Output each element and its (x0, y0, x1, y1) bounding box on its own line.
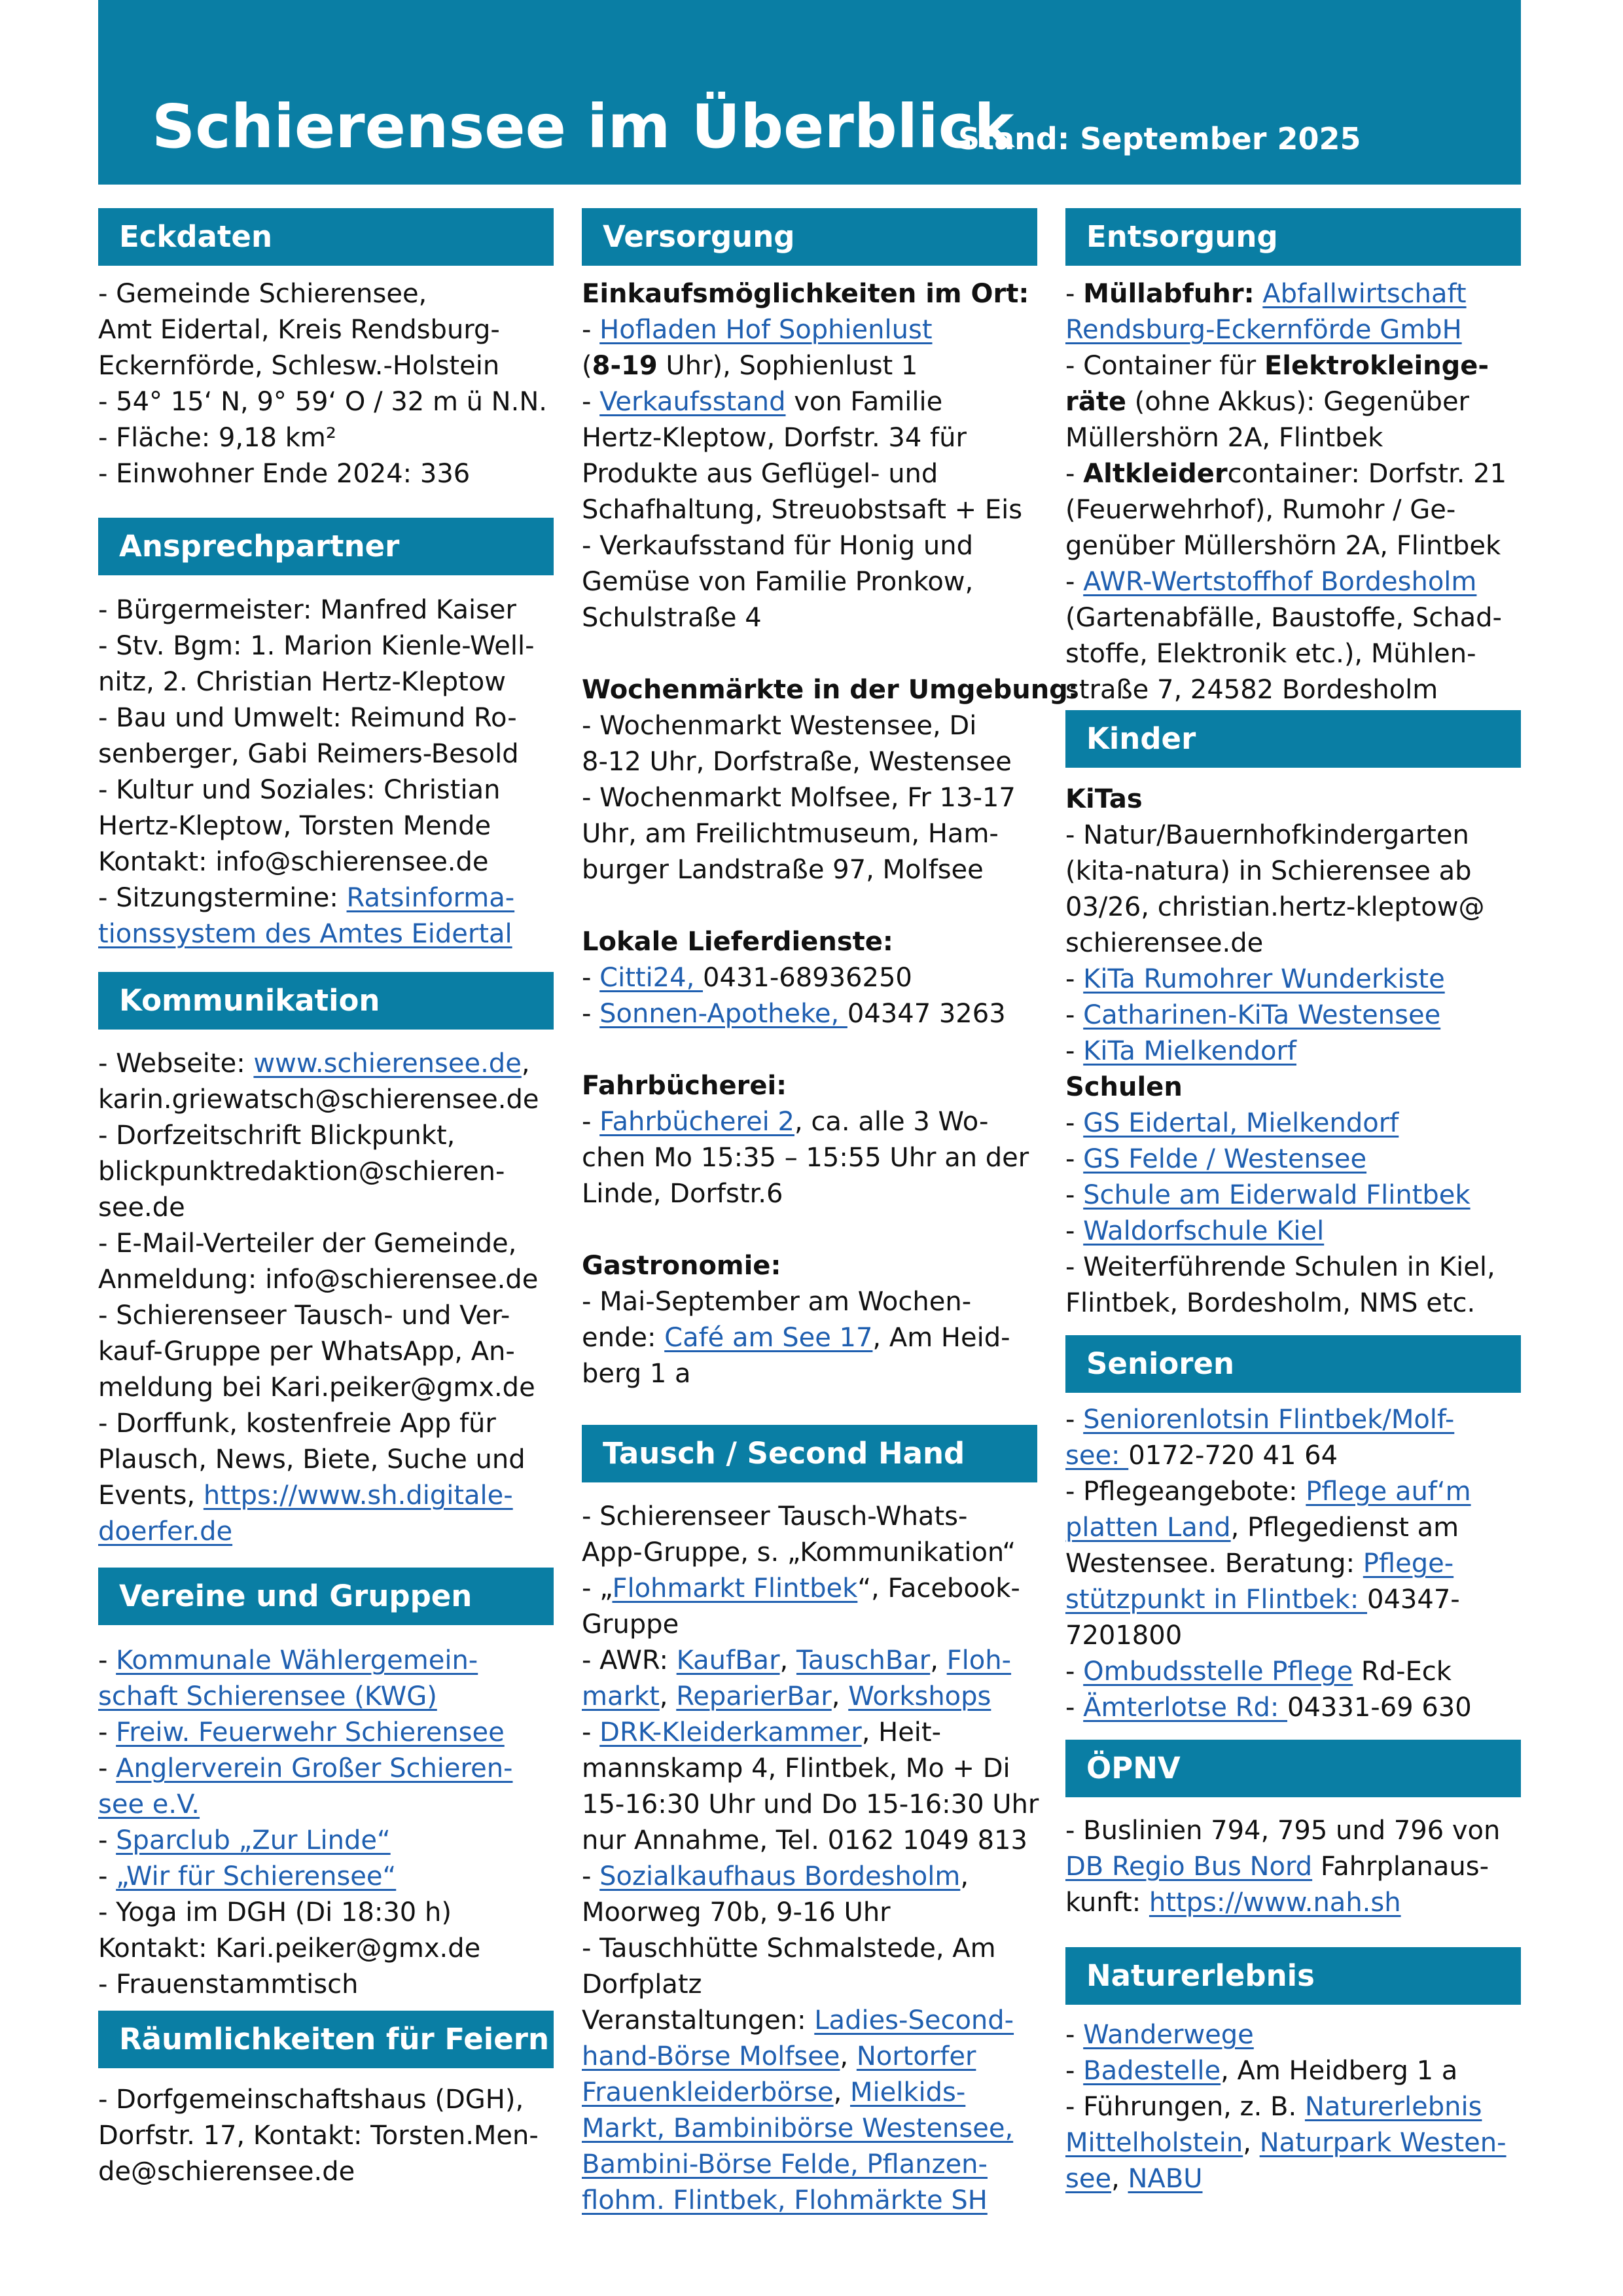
text: , Am Heid- (872, 1323, 1010, 1353)
section-body-versorgung (582, 276, 1079, 1392)
text: , (833, 2077, 851, 2108)
text: - (98, 1717, 116, 1748)
text-line (582, 2003, 1040, 2039)
text-line: - Bürgermeister: Manfred Kaiser (98, 595, 516, 625)
text: - Webseite: (98, 1049, 254, 1079)
link-kwg[interactable]: Kommunale Wählergemein- (116, 1645, 478, 1676)
text-line: blickpunktredaktion@schieren- (98, 1157, 505, 1187)
link-fahrbuecherei[interactable]: Fahrbücherei 2 (599, 1107, 794, 1137)
link-abfallwirtschaft-cont[interactable]: Rendsburg-Eckernförde GmbH (1065, 315, 1462, 345)
link-abfallwirtschaft[interactable]: Abfallwirtschaft (1262, 279, 1467, 309)
text-line (98, 1478, 556, 1514)
text-line (1065, 1177, 1524, 1213)
section-heading-senioren: Senioren (1065, 1335, 1521, 1393)
text-line: Linde, Dorfstr.6 (582, 1179, 783, 1209)
text-line: see.de (98, 1193, 185, 1223)
link-ladies-secondhand-cont[interactable]: hand-Börse Molfsee (582, 2041, 840, 2072)
text: 04347- (1367, 1585, 1460, 1615)
text: - (582, 1717, 600, 1748)
text-line (582, 996, 1040, 1032)
text: 0431-68936250 (703, 963, 912, 993)
text-line (1065, 456, 1524, 492)
text-line: 15-16:30 Uhr und Do 15-16:30 Uhr (582, 1789, 1039, 1820)
text-line: - Wochenmarkt Westensee, Di (582, 711, 977, 741)
section-body-tausch (582, 1499, 1040, 2219)
link-feuerwehr[interactable]: Freiw. Feuerwehr Schierensee (116, 1717, 505, 1748)
text: - (1065, 1180, 1084, 1210)
text-line: - Stv. Bgm: 1. Marion Kienle-Well- (98, 631, 535, 661)
link-flohmarkt-flintbek[interactable]: Flohmarkt Flintbek (612, 1573, 858, 1604)
text-line: nitz, 2. Christian Hertz-Kleptow (98, 667, 506, 697)
text-line: - E-Mail-Verteiler der Gemeinde, (98, 1229, 517, 1259)
text: , (930, 1645, 947, 1676)
text-line (582, 2039, 1040, 2075)
link-anglerverein-cont[interactable]: see e.V. (98, 1789, 200, 1820)
link-schule-eiderwald[interactable]: Schule am Eiderwald Flintbek (1083, 1180, 1471, 1210)
text-line (98, 880, 556, 916)
section-heading-versorgung: Versorgung (582, 208, 1037, 266)
link-seniorenlotsin-cont[interactable]: see: (1065, 1441, 1129, 1471)
text: Events, (98, 1480, 204, 1511)
text-line: 8-12 Uhr, Dorfstraße, Westensee (582, 747, 1012, 777)
text-line: - Einwohner Ende 2024: 336 (98, 459, 471, 489)
text: - „ (582, 1573, 613, 1604)
text-bold: Elektrokleinge- (1264, 351, 1489, 381)
link-awr-wertstoffhof[interactable]: AWR-Wertstoffhof Bordesholm (1083, 567, 1477, 597)
text: , Pflegedienst am (1230, 1513, 1459, 1543)
text-line: Uhr, am Freilichtmuseum, Ham- (582, 819, 999, 849)
text: - (1065, 1657, 1084, 1687)
section-heading-entsorgung: Entsorgung (1065, 208, 1521, 266)
text: - (1065, 1108, 1084, 1138)
text-line: meldung bei Kari.peiker@gmx.de (98, 1372, 535, 1403)
text: , (1243, 2128, 1260, 2158)
header-banner (98, 0, 1521, 185)
text-line (1065, 1885, 1524, 1921)
text-line: mannskamp 4, Flintbek, Mo + Di (582, 1753, 1010, 1784)
text: Fahrplanaus- (1312, 1852, 1489, 1882)
text-line (1065, 961, 1524, 997)
link-naturpark-westensee-cont[interactable]: see (1065, 2164, 1112, 2194)
text-line: - Dorfgemeinschaftshaus (DGH), (98, 2085, 524, 2115)
text-line (1065, 1105, 1524, 1141)
text: - (1065, 1144, 1084, 1174)
text-line (582, 1859, 1040, 1895)
text-line: 03/26, christian.hertz-kleptow@ (1065, 892, 1485, 922)
text-hours: 8-19 (592, 351, 658, 381)
text-line (582, 2147, 1040, 2183)
link-badestelle[interactable]: Badestelle (1083, 2056, 1221, 2086)
link-kwg-cont[interactable]: schaft Schierensee (KWG) (98, 1681, 437, 1712)
link-kaufbar[interactable]: KaufBar (676, 1645, 780, 1676)
text-line: senberger, Gabi Reimers-Besold (98, 739, 519, 769)
subheading-gastronomie: Gastronomie: (582, 1251, 781, 1281)
text: - Container für (1065, 351, 1264, 381)
subheading-wochenmaerkte: Wochenmärkte in der Umgebung: (582, 675, 1079, 705)
text-line: Flintbek, Bordesholm, NMS etc. (1065, 1288, 1476, 1318)
text: Veranstaltungen: (582, 2005, 815, 2036)
text: Westensee. Beratung: (1065, 1549, 1363, 1579)
text-line (98, 1643, 556, 1679)
text: , (960, 1861, 969, 1892)
link-nortorfer[interactable]: Nortorfer (856, 2041, 976, 2072)
text: ( (582, 351, 592, 381)
link-ladies-secondhand[interactable]: Ladies-Second- (814, 2005, 1014, 2036)
section-heading-kommunikation: Kommunikation (98, 972, 554, 1030)
section-body-senioren (1065, 1402, 1524, 1726)
text-line: Kontakt: Kari.peiker@gmx.de (98, 1933, 481, 1964)
text-line: Anmeldung: info@schierensee.de (98, 1265, 539, 1295)
text-line (1065, 1510, 1524, 1546)
section-body-raeumlichkeiten (98, 2082, 556, 2190)
text: , ca. alle 3 Wo- (794, 1107, 989, 1137)
text: (ohne Akkus): Gegenüber (1126, 387, 1469, 417)
text-line (582, 2075, 1040, 2111)
text: - AWR: (582, 1645, 677, 1676)
text: , (831, 1681, 849, 1712)
text-line (1065, 1654, 1524, 1690)
text: - (1065, 1000, 1084, 1030)
section-body-entsorgung (1065, 276, 1524, 708)
text-line: straße 7, 24582 Bordesholm (1065, 675, 1438, 705)
link-naturerlebnis-mittelholstein-cont[interactable]: Mittelholstein (1065, 2128, 1243, 2158)
text: - (1065, 1405, 1084, 1435)
text: - (1065, 2056, 1084, 2086)
text-line: 7201800 (1065, 1621, 1183, 1651)
link-sozialkaufhaus[interactable]: Sozialkaufhaus Bordesholm (599, 1861, 961, 1892)
section-heading-tausch: Tausch / Second Hand (582, 1425, 1037, 1482)
text-line (1065, 1849, 1524, 1885)
text-line: - Schierenseer Tausch- und Ver- (98, 1300, 510, 1331)
text: - (98, 1645, 116, 1676)
link-db-regio-bus[interactable]: DB Regio Bus Nord (1065, 1852, 1313, 1882)
text: Uhr), Sophienlust 1 (657, 351, 918, 381)
text-line (98, 1046, 556, 1082)
text: - Pflegeangebote: (1065, 1477, 1306, 1507)
text-line: Schulstraße 4 (582, 603, 762, 633)
link-drk-kleiderkammer[interactable]: DRK-Kleiderkammer (599, 1717, 862, 1748)
link-nortorfer-cont[interactable]: Frauenkleiderbörse (582, 2077, 834, 2108)
text-line: - Mai-September am Wochen- (582, 1287, 972, 1317)
text-line: Eckernförde, Schlesw.-Holstein (98, 351, 500, 381)
text: - (1065, 1216, 1084, 1246)
text-line: Amt Eidertal, Kreis Rendsburg- (98, 315, 500, 345)
text: - (1065, 279, 1084, 309)
text-line: - Schierenseer Tausch-Whats- (582, 1501, 968, 1532)
text: , (659, 1681, 677, 1712)
text-line (1065, 1690, 1524, 1726)
text-line (1065, 1438, 1524, 1474)
text-line: - Bau und Umwelt: Reimund Ro- (98, 703, 517, 733)
link-wir-fuer-schierensee[interactable]: „Wir für Schierensee“ (116, 1861, 397, 1892)
text-line: - Natur/Bauernhofkindergarten (1065, 820, 1469, 850)
link-waldorfschule[interactable]: Waldorfschule Kiel (1083, 1216, 1325, 1246)
subheading-kitas: KiTas (1065, 784, 1143, 814)
text-line: (kita-natura) in Schierensee ab (1065, 856, 1472, 886)
text-line (1065, 564, 1524, 600)
text-line: Gemüse von Familie Pronkow, (582, 567, 974, 597)
text-line (582, 1104, 1040, 1140)
link-naturpark-westensee[interactable]: Naturpark Westen- (1259, 2128, 1507, 2158)
text-line (1065, 1402, 1524, 1438)
section-body-ansprechpartner (98, 592, 556, 952)
text-bold: Müllabfuhr: (1083, 279, 1255, 309)
text-line (582, 2183, 1040, 2219)
link-citti24[interactable]: Citti24, (599, 963, 704, 993)
text-line (1065, 1033, 1524, 1069)
text: , (779, 1645, 796, 1676)
spacer (582, 636, 1040, 672)
text: , (840, 2041, 857, 2072)
text-line: stoffe, Elektronik etc.), Mühlen- (1065, 639, 1476, 669)
text: 04331-69 630 (1287, 1693, 1472, 1723)
link-kita-westensee[interactable]: Catharinen-KiTa Westensee (1083, 1000, 1441, 1030)
section-body-kommunikation (98, 1046, 556, 1550)
link-pflege-platten-land[interactable]: Pflege auf‘m (1306, 1477, 1471, 1507)
text-line (1065, 384, 1524, 420)
text-line: - Fläche: 9,18 km² (98, 423, 336, 453)
text: container: Dorfstr. 21 (1227, 459, 1507, 489)
text-line (1065, 2089, 1524, 2125)
text-line: - Yoga im DGH (Di 18:30 h) (98, 1897, 452, 1928)
section-body-oepnv (1065, 1813, 1524, 1921)
section-heading-oepnv: ÖPNV (1065, 1740, 1521, 1797)
link-ratsinfo-cont[interactable]: tionssystem des Amtes Eidertal (98, 919, 512, 949)
text-line: karin.griewatsch@schierensee.de (98, 1085, 539, 1115)
text-line (98, 1715, 556, 1751)
text-line: Müllershörn 2A, Flintbek (1065, 423, 1383, 453)
text-line (582, 348, 1040, 384)
text-line: Hertz-Kleptow, Torsten Mende (98, 811, 491, 841)
text: - (98, 1825, 116, 1856)
link-anglerverein[interactable]: Anglerverein Großer Schieren- (116, 1753, 513, 1784)
section-heading-kinder: Kinder (1065, 710, 1521, 768)
text-line (1065, 1546, 1524, 1582)
text-line (582, 960, 1040, 996)
text-line (98, 1679, 556, 1715)
text-line (582, 1679, 1040, 1715)
text-line: Plausch, News, Biete, Suche und (98, 1444, 526, 1475)
text-line: Dorfstr. 17, Kontakt: Torsten.Men- (98, 2121, 539, 2151)
text-line: kauf-Gruppe per WhatsApp, An- (98, 1336, 515, 1367)
spacer (582, 1212, 1040, 1248)
text-line: Dorfplatz (582, 1969, 702, 2000)
text: , (1111, 2164, 1128, 2194)
text-line (582, 384, 1040, 420)
text: - (1065, 567, 1084, 597)
text: ende: (582, 1323, 665, 1353)
text-line: Gruppe (582, 1609, 679, 1640)
section-heading-ansprechpartner: Ansprechpartner (98, 518, 554, 575)
link-workshops[interactable]: Workshops (848, 1681, 991, 1712)
text: - (98, 1753, 116, 1784)
link-pflegestuetzpunkt[interactable]: Pflege- (1363, 1549, 1454, 1579)
text: , (521, 1049, 530, 1079)
text-line (1065, 2053, 1524, 2089)
link-pflege-platten-land-cont[interactable]: platten Land (1065, 1513, 1231, 1543)
text-line (1065, 2161, 1524, 2197)
text: - (582, 999, 600, 1029)
link-website[interactable]: www.schierensee.de (253, 1049, 522, 1079)
link-flohmaerkte-sh[interactable]: flohm. Flintbek, Flohmärkte SH (582, 2185, 988, 2215)
text-line: Schafhaltung, Streuobstsaft + Eis (582, 495, 1023, 525)
link-sparclub[interactable]: Sparclub „Zur Linde“ (116, 1825, 391, 1856)
link-nah-sh[interactable]: https://www.nah.sh (1149, 1888, 1401, 1918)
text-line: nur Annahme, Tel. 0162 1049 813 (582, 1825, 1027, 1856)
subheading-einkauf: Einkaufsmöglichkeiten im Ort: (582, 279, 1029, 309)
text: - Führungen, z. B. (1065, 2092, 1305, 2122)
section-heading-naturerlebnis: Naturerlebnis (1065, 1947, 1521, 2005)
text-line: - Weiterführende Schulen in Kiel, (1065, 1252, 1495, 1282)
text: - (1065, 459, 1084, 489)
section-heading-vereine: Vereine und Gruppen (98, 1568, 554, 1625)
link-tauschbar[interactable]: TauschBar (796, 1645, 931, 1676)
link-verkaufsstand[interactable]: Verkaufsstand (599, 387, 786, 417)
link-ombudsstelle[interactable]: Ombudsstelle Pflege (1083, 1657, 1353, 1687)
section-heading-raeumlichkeiten: Räumlichkeiten für Feiern (98, 2011, 554, 2068)
link-bambini-felde[interactable]: Bambini-Börse Felde, Pflanzen- (582, 2149, 988, 2179)
link-cafe-am-see[interactable]: Café am See 17 (664, 1323, 873, 1353)
section-body-naturerlebnis (1065, 2017, 1524, 2197)
text: - (582, 387, 600, 417)
link-pflegestuetzpunkt-cont[interactable]: stützpunkt in Flintbek: (1065, 1585, 1368, 1615)
link-digitale-doerfer-cont[interactable]: doerfer.de (98, 1516, 233, 1547)
text-line: genüber Müllershörn 2A, Flintbek (1065, 531, 1501, 561)
text-line: - Wochenmarkt Molfsee, Fr 13-17 (582, 783, 1016, 813)
text-line (1065, 997, 1524, 1033)
text-line (582, 1715, 1040, 1751)
text-line (582, 1320, 1040, 1356)
text-line (98, 1751, 556, 1787)
text: kunft: (1065, 1888, 1149, 1918)
link-reparierbar[interactable]: ReparierBar (676, 1681, 832, 1712)
link-digitale-doerfer[interactable]: https://www.sh.digitale- (203, 1480, 513, 1511)
text-line: - Tauschhütte Schmalstede, Am (582, 1933, 996, 1964)
link-seniorenlotsin[interactable]: Seniorenlotsin Flintbek/Molf- (1083, 1405, 1455, 1435)
link-kita-mielkendorf[interactable]: KiTa Mielkendorf (1083, 1036, 1296, 1066)
section-body-vereine (98, 1643, 556, 2003)
text-line: (Gartenabfälle, Baustoffe, Schad- (1065, 603, 1502, 633)
text-line: - Dorffunk, kostenfreie App für (98, 1408, 496, 1439)
link-flohmarkt-awr[interactable]: Floh- (946, 1645, 1012, 1676)
link-hofladen[interactable]: Hofladen Hof Sophienlust (599, 315, 933, 345)
text-line (1065, 1582, 1524, 1618)
text: - (98, 1861, 116, 1892)
subheading-fahrbuecherei: Fahrbücherei: (582, 1071, 787, 1101)
text: - (1065, 964, 1084, 994)
text-line (1065, 1474, 1524, 1510)
text: - (1065, 2020, 1084, 2050)
text-line (1065, 348, 1524, 384)
text-line: - Verkaufsstand für Honig und (582, 531, 974, 561)
text: - (582, 963, 600, 993)
text: - (582, 1107, 600, 1137)
link-mielkids-cont[interactable]: Markt, Bambinibörse Westensee, (582, 2113, 1014, 2144)
text-line (1065, 1213, 1524, 1249)
text-line: de@schierensee.de (98, 2157, 355, 2187)
text-line: Moorweg 70b, 9-16 Uhr (582, 1897, 891, 1928)
spacer (582, 888, 1040, 924)
section-heading-eckdaten: Eckdaten (98, 208, 554, 266)
text: - Sitzungstermine: (98, 883, 347, 913)
text: - (582, 1861, 600, 1892)
text-line: - Gemeinde Schierensee, (98, 279, 427, 309)
text-line (1065, 312, 1524, 348)
text: - (582, 315, 600, 345)
subheading-lieferdienste: Lokale Lieferdienste: (582, 927, 893, 957)
text-line (98, 916, 556, 952)
text-line (1065, 1141, 1524, 1177)
text: - (1065, 1693, 1084, 1723)
text-line: Hertz-Kleptow, Dorfstr. 34 für (582, 423, 967, 453)
text-line (98, 1823, 556, 1859)
text-bold: Altkleider (1083, 459, 1228, 489)
text-line: (Feuerwehrhof), Rumohr / Ge- (1065, 495, 1456, 525)
text: Rd-Eck (1353, 1657, 1452, 1687)
stand-date: Stand: September 2025 (958, 121, 1361, 156)
text-line: berg 1 a (582, 1359, 691, 1389)
text-line (582, 2111, 1040, 2147)
text-line: App-Gruppe, s. „Kommunikation“ (582, 1537, 1016, 1568)
link-sonnen-apotheke[interactable]: Sonnen-Apotheke, (599, 999, 847, 1029)
text-line: burger Landstraße 97, Molfsee (582, 855, 984, 885)
text: von Familie (785, 387, 943, 417)
link-gs-felde[interactable]: GS Felde / Westensee (1083, 1144, 1367, 1174)
text-line: - 54° 15‘ N, 9° 59‘ O / 32 m ü N.N. (98, 387, 547, 417)
text-line (1065, 276, 1524, 312)
text: 04347 3263 (847, 999, 1006, 1029)
text: - (1065, 1036, 1084, 1066)
link-wanderwege[interactable]: Wanderwege (1083, 2020, 1254, 2050)
link-ratsinfo[interactable]: Ratsinforma- (346, 883, 515, 913)
text-line (1065, 2017, 1524, 2053)
subheading-schulen: Schulen (1065, 1072, 1183, 1102)
link-nabu[interactable]: NABU (1128, 2164, 1203, 2194)
spacer (582, 1032, 1040, 1068)
text-line: - Dorfzeitschrift Blickpunkt, (98, 1121, 455, 1151)
text: , Am Heidberg 1 a (1221, 2056, 1458, 2086)
text-line: Produkte aus Geflügel- und (582, 459, 938, 489)
section-body-eckdaten (98, 276, 556, 492)
link-flohmarkt-awr-cont[interactable]: markt (582, 1681, 660, 1712)
text: , Heit- (861, 1717, 942, 1748)
text-line (582, 1571, 1040, 1607)
text-line (582, 312, 1040, 348)
link-aemterlotse[interactable]: Ämterlotse Rd: (1083, 1693, 1288, 1723)
section-body-kinder (1065, 781, 1524, 1321)
text-line: - Kultur und Soziales: Christian (98, 775, 501, 805)
text-line: - Buslinien 794, 795 und 796 von (1065, 1816, 1501, 1846)
link-kita-rumohr[interactable]: KiTa Rumohrer Wunderkiste (1083, 964, 1445, 994)
text: 0172-720 41 64 (1128, 1441, 1338, 1471)
text: “, Facebook- (857, 1573, 1020, 1604)
text-line (582, 1643, 1040, 1679)
text-line: Kontakt: info@schierensee.de (98, 847, 489, 877)
text-line (98, 1787, 556, 1823)
text-line (98, 1859, 556, 1895)
text-bold: räte (1065, 387, 1126, 417)
text-line: schierensee.de (1065, 928, 1264, 958)
text-line: - Frauenstammtisch (98, 1969, 359, 2000)
text-line (98, 1514, 556, 1550)
text-line: chen Mo 15:35 – 15:55 Uhr an der (582, 1143, 1029, 1173)
link-gs-eidertal[interactable]: GS Eidertal, Mielkendorf (1083, 1108, 1399, 1138)
text-line (1065, 2125, 1524, 2161)
link-mielkids[interactable]: Mielkids- (850, 2077, 966, 2108)
page-title: Schierensee im Überblick (152, 92, 1014, 162)
link-naturerlebnis-mittelholstein[interactable]: Naturerlebnis (1304, 2092, 1482, 2122)
